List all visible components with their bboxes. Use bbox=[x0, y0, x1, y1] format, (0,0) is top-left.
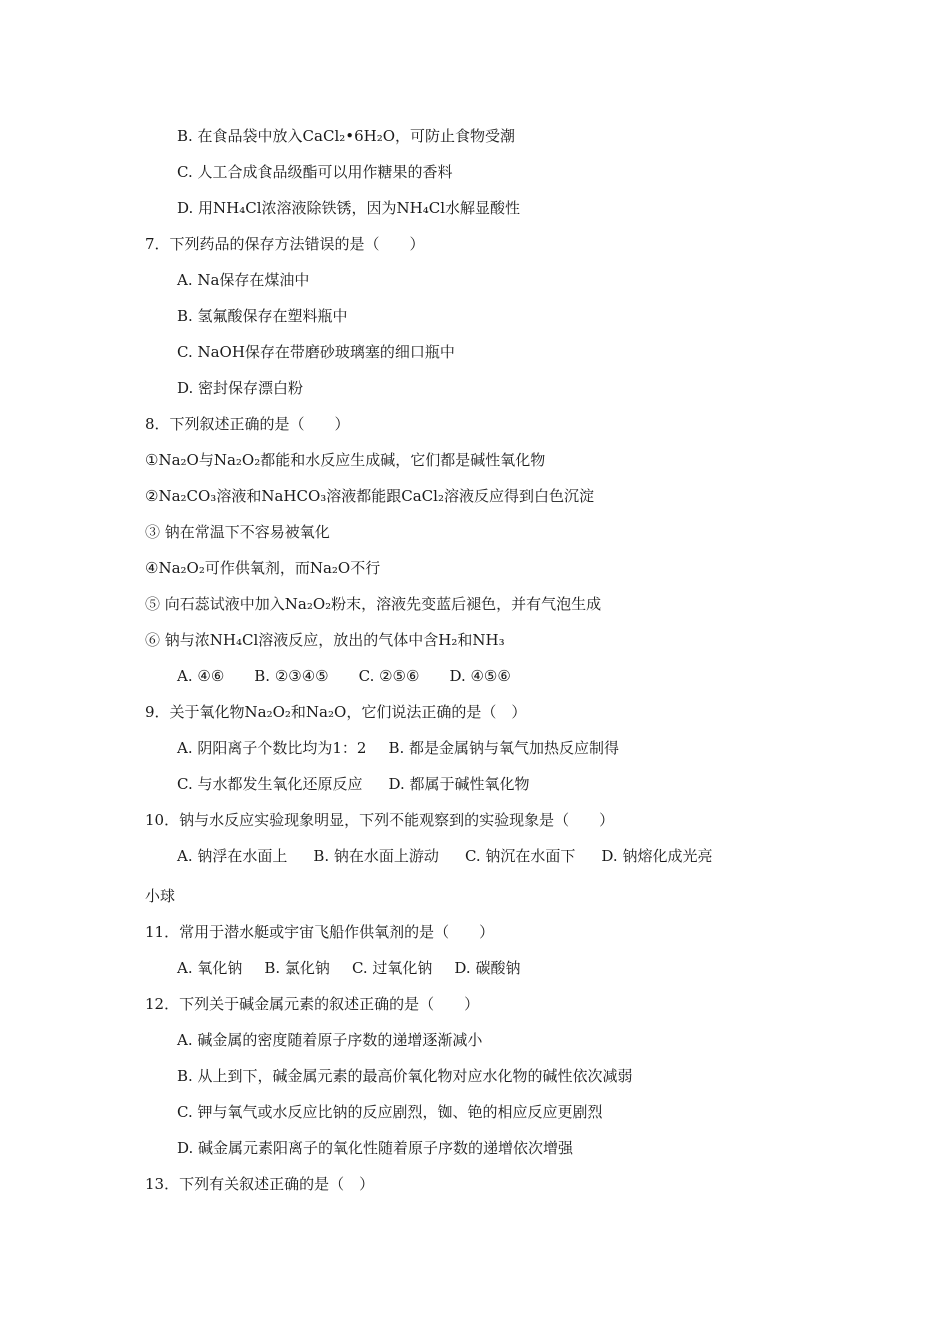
q11-option-c: C. 过氧化钠 bbox=[351, 959, 433, 977]
q10-stem: 10．钠与水反应实验现象明显，下列不能观察到的实验现象是（ ） bbox=[145, 811, 615, 829]
q10-option-c: C. 钠沉在水面下 bbox=[464, 847, 576, 865]
q7-option-c: C. NaOH保存在带磨砂玻璃塞的细口瓶中 bbox=[177, 343, 455, 361]
q8-statement-6: ⑥ 钠与浓NH₄Cl溶液反应，放出的气体中含H₂和NH₃ bbox=[145, 631, 505, 649]
q9-options-row-2 bbox=[177, 774, 530, 794]
q12-option-b: B. 从上到下，碱金属元素的最高价氧化物对应水化物的碱性依次减弱 bbox=[177, 1067, 633, 1085]
q8-option-a: A. ④⑥ bbox=[177, 667, 225, 685]
q13-stem: 13．下列有关叙述正确的是（ ） bbox=[145, 1175, 375, 1193]
q10-option-d: D. 钠熔化成光亮 bbox=[601, 847, 713, 865]
q8-option-b: B. ②③④⑤ bbox=[254, 667, 329, 685]
q9-option-c: C. 与水都发生氧化还原反应 bbox=[177, 775, 363, 793]
q6-option-d: D. 用NH₄Cl浓溶液除铁锈，因为NH₄Cl水解显酸性 bbox=[177, 199, 521, 217]
q7-option-a: A. Na保存在煤油中 bbox=[177, 271, 310, 289]
q6-option-c: C. 人工合成食品级酯可以用作糖果的香料 bbox=[177, 163, 453, 181]
q11-options-row bbox=[177, 958, 520, 978]
q8-stem: 8．下列叙述正确的是（ ） bbox=[145, 415, 350, 433]
q10-option-a: A. 钠浮在水面上 bbox=[177, 847, 288, 865]
q10-option-b: B. 钠在水面上游动 bbox=[313, 847, 439, 865]
q10-option-d-continued: 小球 bbox=[145, 887, 176, 905]
q12-option-d: D. 碱金属元素阳离子的氧化性随着原子序数的递增依次增强 bbox=[177, 1139, 574, 1157]
q10-options-row bbox=[177, 846, 712, 866]
q12-stem: 12．下列关于碱金属元素的叙述正确的是（ ） bbox=[145, 995, 480, 1013]
q8-options-row bbox=[177, 666, 511, 686]
q12-option-a: A. 碱金属的密度随着原子序数的递增逐渐减小 bbox=[177, 1031, 483, 1049]
q8-statement-2: ②Na₂CO₃溶液和NaHCO₃溶液都能跟CaCl₂溶液反应得到白色沉淀 bbox=[145, 487, 594, 505]
q9-option-b: B. 都是金属钠与氧气加热反应制得 bbox=[388, 739, 620, 757]
q8-statement-5: ⑤ 向石蕊试液中加入Na₂O₂粉末，溶液先变蓝后褪色，并有气泡生成 bbox=[145, 595, 602, 613]
q8-statement-4: ④Na₂O₂可作供氧剂，而Na₂O不行 bbox=[145, 559, 381, 577]
q9-stem: 9．关于氧化物Na₂O₂和Na₂O，它们说法正确的是（ ） bbox=[145, 703, 527, 721]
q11-option-b: B. 氯化钠 bbox=[264, 959, 330, 977]
q8-option-d: D. ④⑤⑥ bbox=[449, 667, 511, 685]
q7-stem: 7．下列药品的保存方法错误的是（ ） bbox=[145, 235, 425, 253]
q9-option-d: D. 都属于碱性氧化物 bbox=[388, 775, 530, 793]
q6-option-b: B. 在食品袋中放入CaCl₂•6H₂O，可防止食物受潮 bbox=[177, 127, 516, 145]
q8-statement-3: ③ 钠在常温下不容易被氧化 bbox=[145, 523, 330, 541]
q9-option-a: A. 阴阳离子个数比均为1：2 bbox=[177, 739, 367, 757]
q11-option-d: D. 碳酸钠 bbox=[454, 959, 521, 977]
q12-option-c: C. 钾与氧气或水反应比钠的反应剧烈，铷、铯的相应反应更剧烈 bbox=[177, 1103, 603, 1121]
q8-statement-1: ①Na₂O与Na₂O₂都能和水反应生成碱，它们都是碱性氧化物 bbox=[145, 451, 546, 469]
q7-option-b: B. 氢氟酸保存在塑料瓶中 bbox=[177, 307, 348, 325]
q11-option-a: A. 氧化钠 bbox=[177, 959, 243, 977]
q9-options-row-1 bbox=[177, 738, 619, 758]
q7-option-d: D. 密封保存漂白粉 bbox=[177, 379, 304, 397]
q8-option-c: C. ②⑤⑥ bbox=[358, 667, 420, 685]
q11-stem: 11．常用于潜水艇或宇宙飞船作供氧剂的是（ ） bbox=[145, 923, 495, 941]
